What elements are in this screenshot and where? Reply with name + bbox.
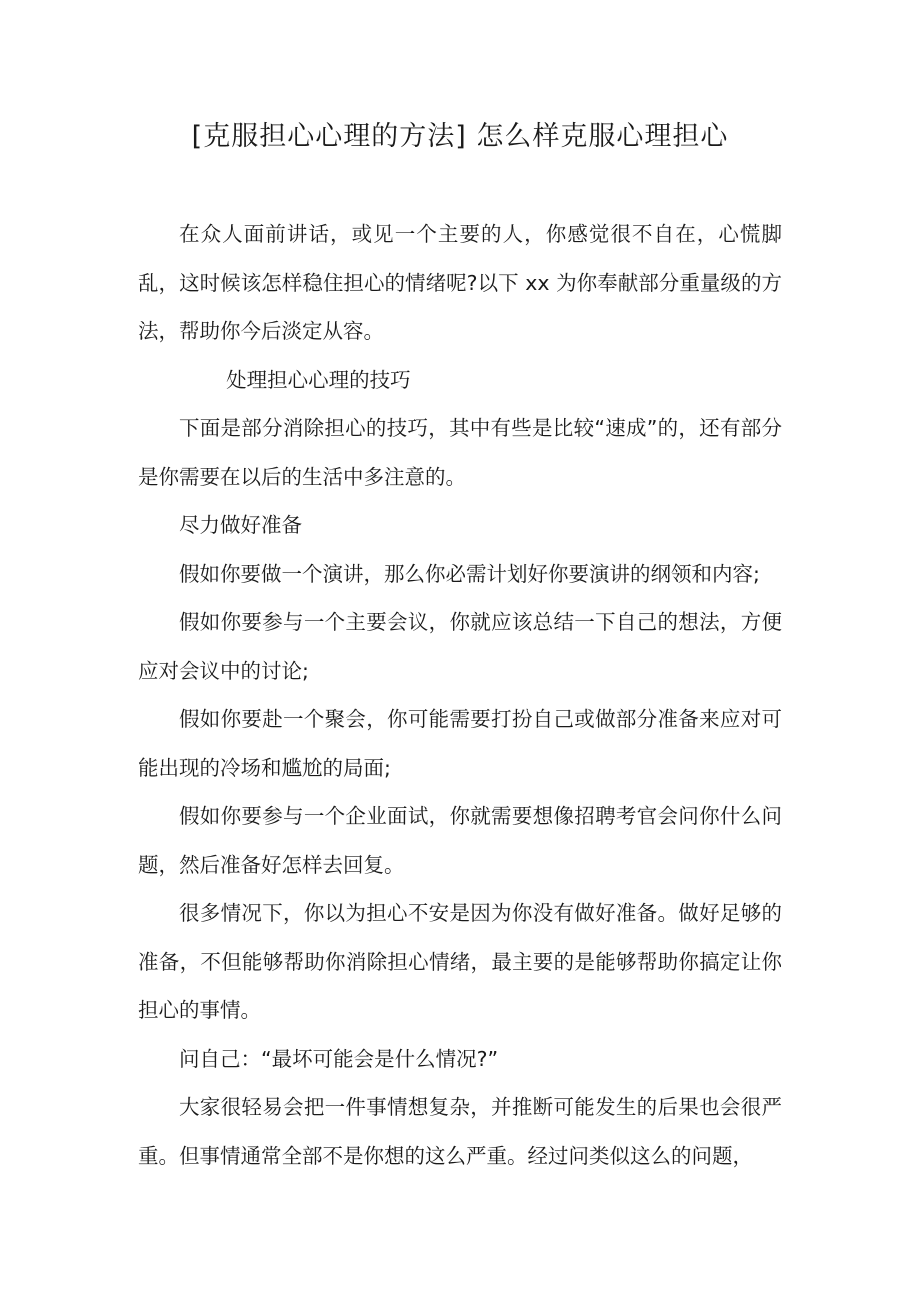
paragraph-techniques-intro: 下面是部分消除担心的技巧，其中有些是比较“速成”的，还有部分是你需要在以后的生活中多注意的。 bbox=[138, 416, 782, 489]
subsection-heading-worst-case: 问自己：“最坏可能会是什么情况?” bbox=[179, 1046, 499, 1071]
document-body bbox=[138, 210, 782, 1180]
subsection-heading-prepare: 尽力做好准备 bbox=[179, 513, 302, 537]
section-heading-techniques: 处理担心心理的技巧 bbox=[226, 367, 411, 392]
paragraph-meeting: 假如你要参与一个主要会议，你就应该总结一下自己的想法，方便应对会议中的讨论; bbox=[138, 610, 782, 683]
paragraph-intro: 在众人面前讲话，或见一个主要的人，你感觉很不自在，心慌脚乱，这时候该怎样稳住担心的情绪呢?以下 xx 为你奉献部分重量级的方法，帮助你今后淡定从容。 bbox=[138, 222, 782, 343]
document-title: [克服担心心理的方法] 怎么样克服心理担心 bbox=[191, 121, 729, 152]
paragraph-preparation-summary: 很多情况下，你以为担心不安是因为你没有做好准备。做好足够的准备，不但能够帮助你消除担心情绪，最主要的是能够帮助你搞定让你担心的事情。 bbox=[138, 901, 782, 1022]
paragraph-worst-case: 大家很轻易会把一件事情想复杂，并推断可能发生的后果也会很严重。但事情通常全部不是你想的这么严重。经过问类似这么的问题， bbox=[138, 1095, 782, 1168]
paragraph-speech: 假如你要做一个演讲，那么你必需计划好你要演讲的纲领和内容; bbox=[179, 561, 760, 586]
paragraph-interview: 假如你要参与一个企业面试，你就需要想像招聘考官会问你什么问题，然后准备好怎样去回复。 bbox=[138, 804, 782, 877]
paragraph-party: 假如你要赴一个聚会，你可能需要打扮自己或做部分准备来应对可能出现的冷场和尴尬的局面; bbox=[138, 707, 782, 780]
